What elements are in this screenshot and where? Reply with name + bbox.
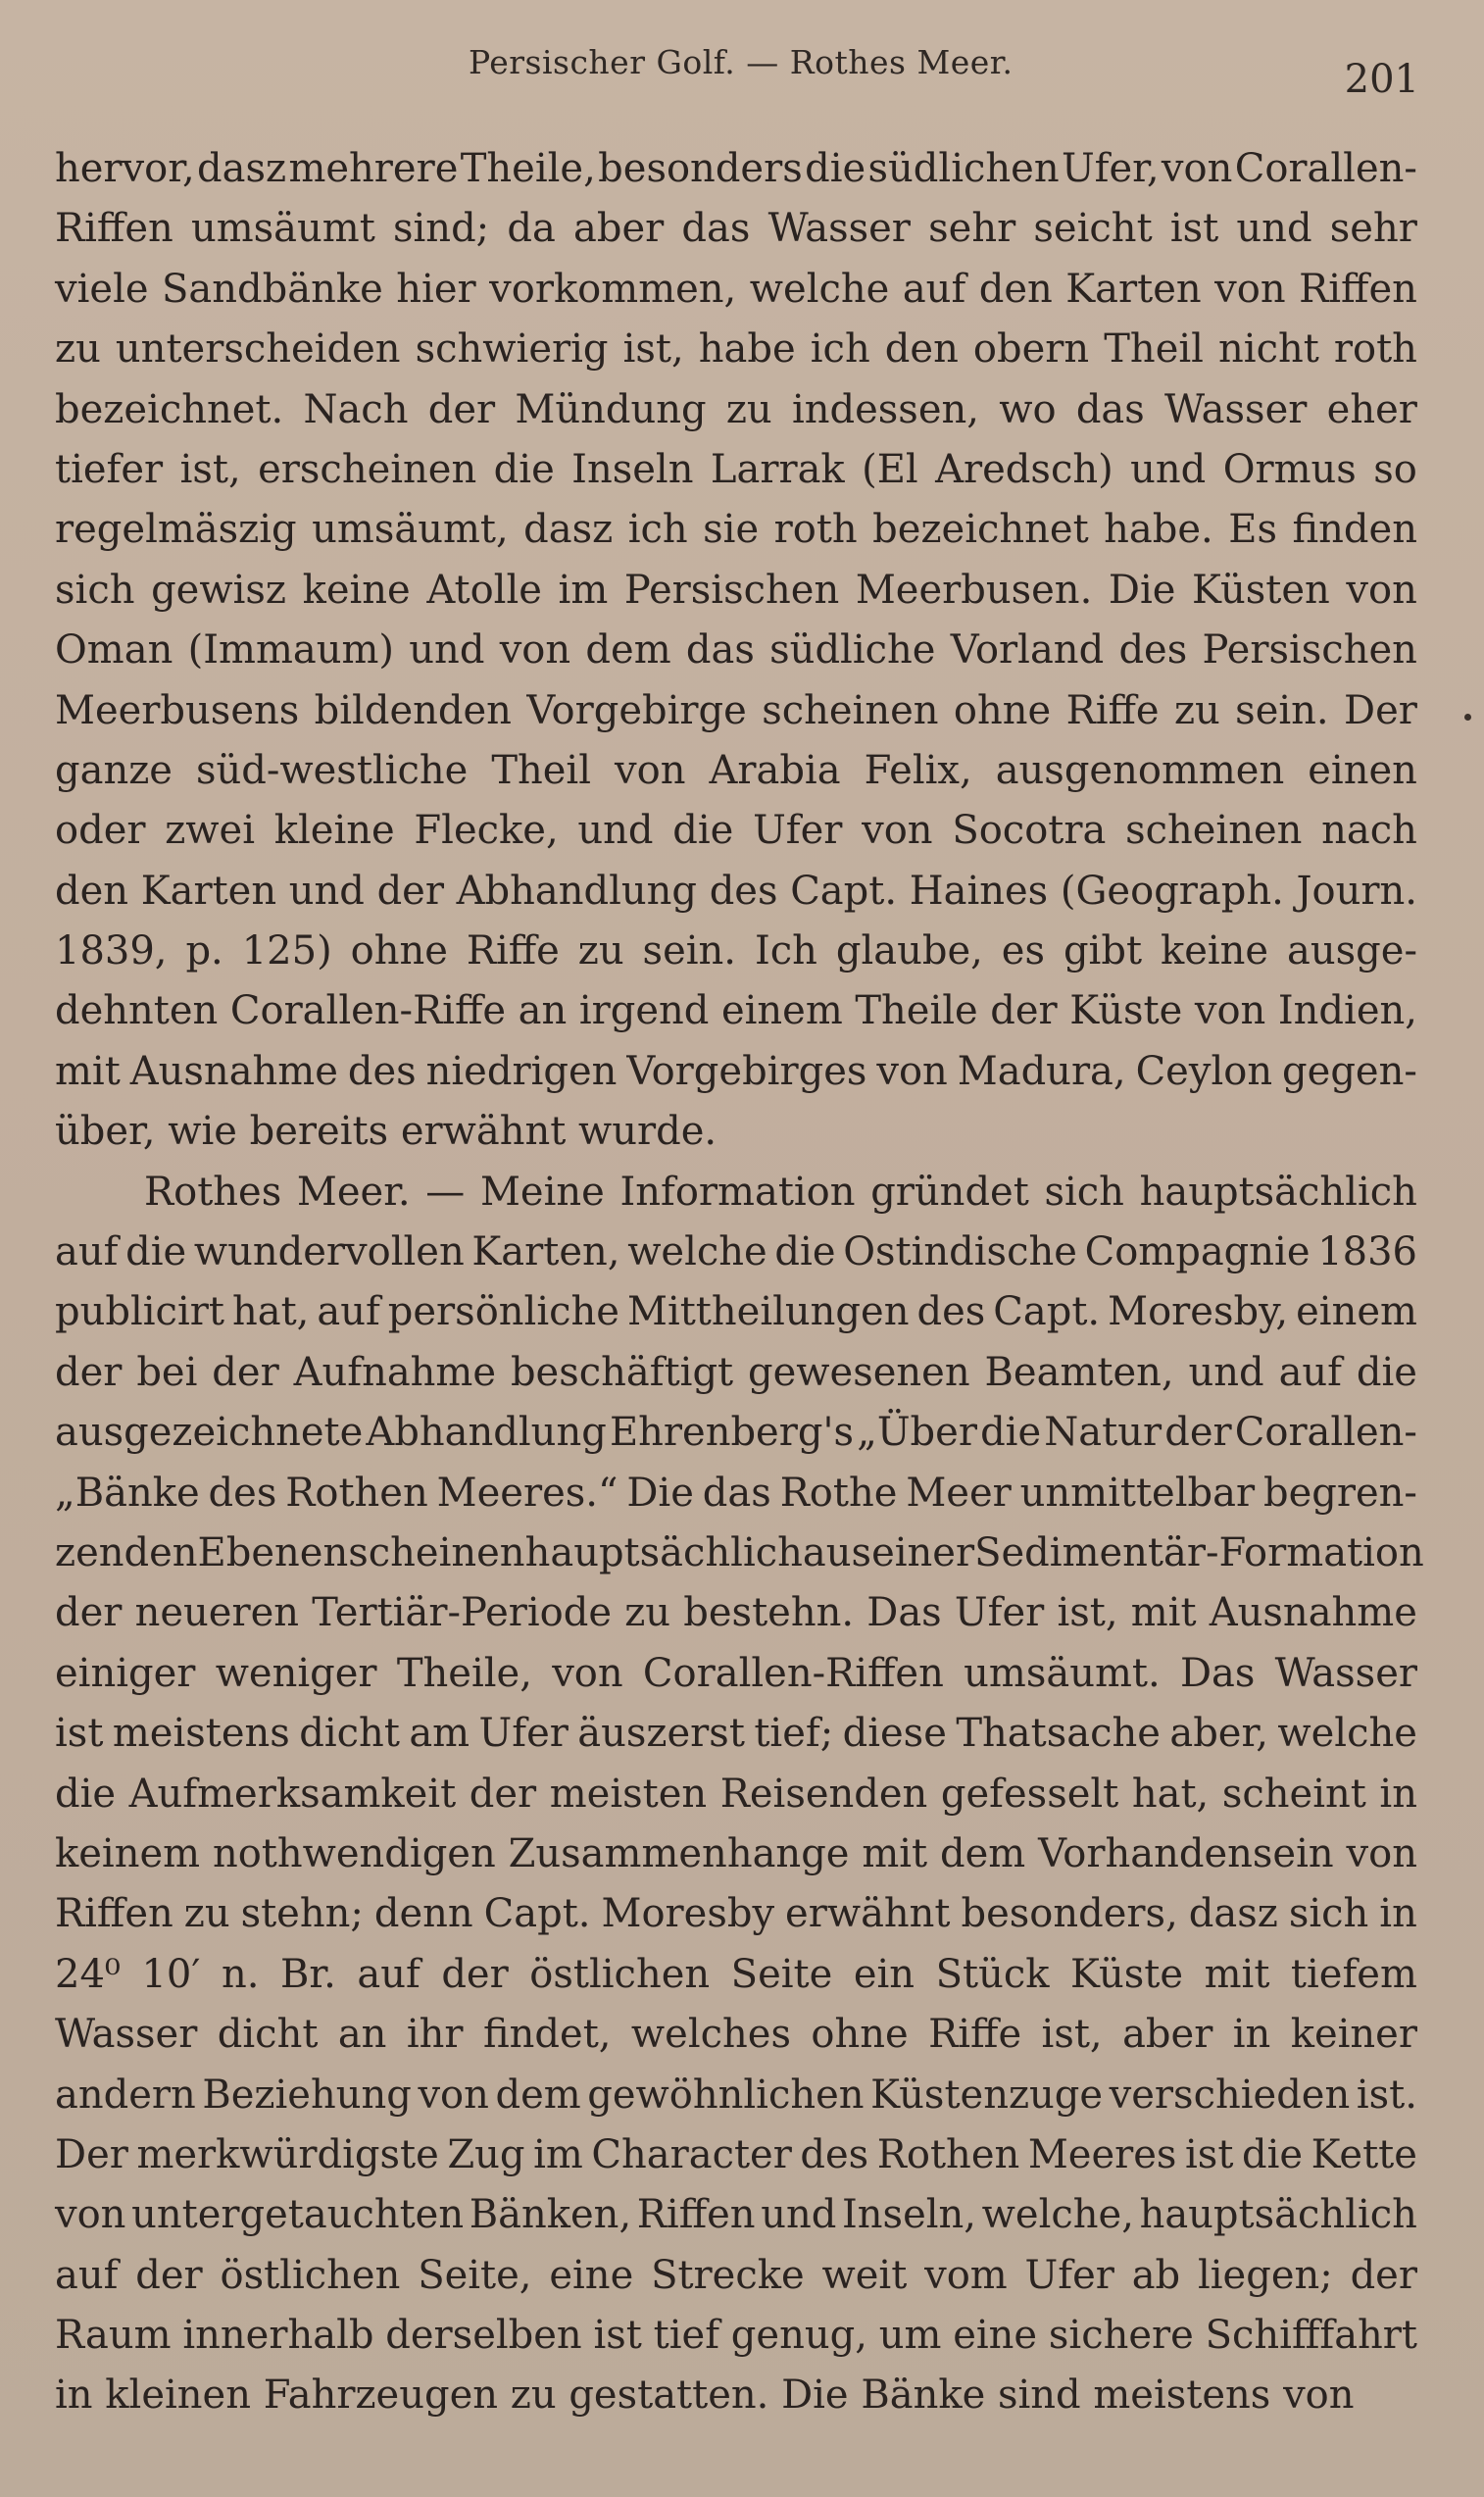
text-line: keinem nothwendigen Zusammenhange mit dem Vorhandensein von <box>55 1830 1417 1876</box>
text-line: mit Ausnahme des niedrigen Vorgebirges von Madura, Ceylon gegen- <box>55 1048 1417 1094</box>
text-line: Der merkwürdigste Zug im Character des Rothen Meeres ist die Kette <box>55 2131 1417 2177</box>
text-line: bezeichnet. Nach der Mündung zu indessen, wo das Wasser eher <box>55 386 1417 432</box>
text-line: der bei der Aufnahme beschäftigt gewesenen Beamten, und auf die <box>55 1349 1417 1395</box>
text-line: andern Beziehung von dem gewöhnlichen Küstenzuge verschieden ist. <box>55 2072 1417 2118</box>
text-line: Riffen zu stehn; denn Capt. Moresby erwähnt besonders, dasz sich in <box>55 1891 1417 1937</box>
text-line: über, wie bereits erwähnt wurde. <box>55 1109 717 1155</box>
text-line: die Aufmerksamkeit der meisten Reisenden gefesselt hat, scheint in <box>55 1771 1417 1817</box>
text-line: der neueren Tertiär-Periode zu bestehn. Das Ufer ist, mit Ausnahme <box>55 1590 1417 1636</box>
text-line: publicirt hat, auf persönliche Mittheilungen des Capt. Moresby, einem <box>55 1289 1417 1335</box>
text-line: auf die wundervollen Karten, welche die Ostindische Compagnie 1836 <box>55 1229 1417 1275</box>
text-line: 24⁰ 10′ n. Br. auf der östlichen Seite ein Stück Küste mit tiefem <box>55 1951 1417 1997</box>
text-line: zu unterscheiden schwierig ist, habe ich den obern Theil nicht roth <box>55 326 1417 373</box>
text-line: zenden Ebenen scheinen hauptsächlich aus einer Sedimentär-Formation <box>55 1529 1424 1575</box>
text-line: ganze süd-westliche Theil von Arabia Felix, ausgenommen einen <box>55 747 1417 793</box>
text-line: dehnten Corallen-Riffe an irgend einem Theile der Küste von Indien, <box>55 988 1417 1034</box>
text-line: Wasser dicht an ihr findet, welches ohne Riffe ist, aber in keiner <box>55 2012 1417 2058</box>
body-text <box>55 139 1424 2426</box>
text-line: Oman (Immaum) und von dem das südliche Vorland des Persischen <box>55 627 1417 674</box>
text-line: den Karten und der Abhandlung des Capt. Haines (Geograph. Journ. <box>55 868 1417 914</box>
running-head: Persischer Golf. — Rothes Meer. <box>469 43 1014 81</box>
text-line: sich gewisz keine Atolle im Persischen Meerbusen. Die Küsten von <box>55 567 1417 613</box>
margin-mark <box>1464 714 1471 721</box>
text-line: 1839, p. 125) ohne Riffe zu sein. Ich glaube, es gibt keine ausge- <box>55 928 1417 974</box>
text-line: in kleinen Fahrzeugen zu gestatten. Die Bänke sind meistens von <box>55 2372 1355 2419</box>
text-line: einiger weniger Theile, von Corallen-Riffen umsäumt. Das Wasser <box>55 1650 1417 1696</box>
text-line: von untergetauchten Bänken, Riffen und Inseln, welche, hauptsächlich <box>55 2192 1417 2238</box>
text-line: viele Sandbänke hier vorkommen, welche auf den Karten von Riffen <box>55 266 1417 312</box>
text-line: ausgezeichnete Abhandlung Ehrenberg's „Über die Natur der Corallen- <box>55 1410 1417 1456</box>
text-line: Raum innerhalb derselben ist tief genug, um eine sichere Schifffahrt <box>55 2313 1417 2359</box>
page-number: 201 <box>1344 57 1419 102</box>
text-line: Rothes Meer. — Meine Information gründet sich hauptsächlich <box>144 1169 1417 1215</box>
text-line: auf der östlichen Seite, eine Strecke weit vom Ufer ab liegen; der <box>55 2252 1417 2298</box>
text-line: Riffen umsäumt sind; da aber das Wasser sehr seicht ist und sehr <box>55 206 1417 252</box>
text-line: Meerbusens bildenden Vorgebirge scheinen ohne Riffe zu sein. Der <box>55 687 1417 733</box>
text-line: „Bänke des Rothen Meeres.“ Die das Rothe Meer unmittelbar begren- <box>55 1470 1417 1516</box>
text-line: ist meistens dicht am Ufer äuszerst tief; diese Thatsache aber, welche <box>55 1711 1417 1757</box>
text-line: tiefer ist, erscheinen die Inseln Larrak (El Aredsch) und Ormus so <box>55 446 1417 492</box>
text-line: regelmäszig umsäumt, dasz ich sie roth bezeichnet habe. Es finden <box>55 507 1417 553</box>
text-line: oder zwei kleine Flecke, und die Ufer von Socotra scheinen nach <box>55 808 1417 854</box>
text-line: hervor, dasz mehrere Theile, besonders die südlichen Ufer, von Corallen- <box>55 146 1417 191</box>
